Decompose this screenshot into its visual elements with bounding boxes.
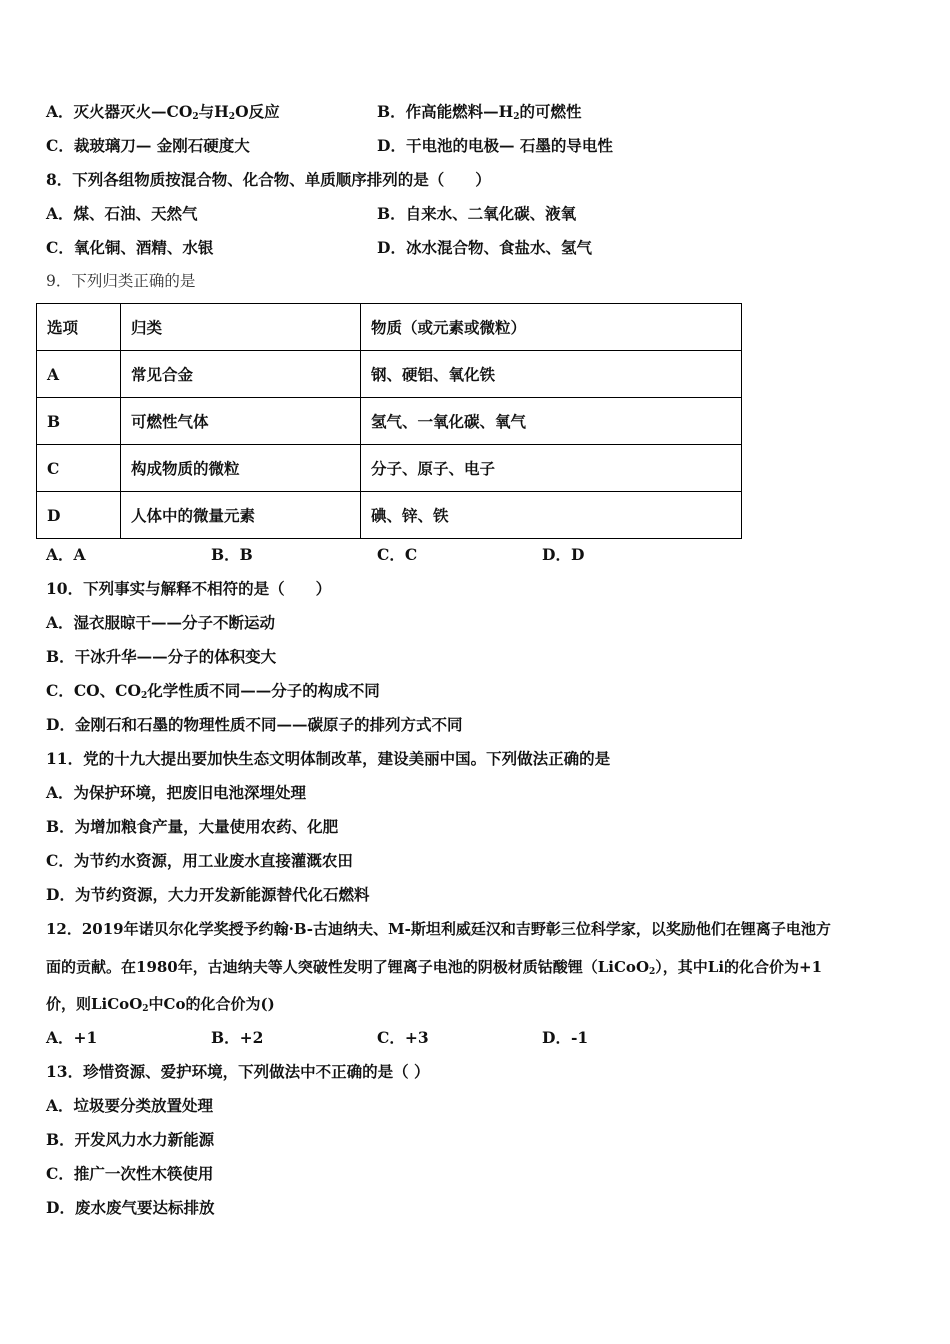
table-header-row xyxy=(37,304,742,351)
q13-stem: 13．珍惜资源、爱护环境，下列做法中不正确的是（ ） xyxy=(46,1062,430,1081)
q10-option-a: A．湿衣服晾干——分子不断运动 xyxy=(46,613,276,632)
table-cell: 分子、原子、电子 xyxy=(361,445,742,492)
table-header-cell: 归类 xyxy=(121,304,361,351)
q10-option-d: D．金刚石和石墨的物理性质不同——碳原子的排列方式不同 xyxy=(46,715,463,734)
q9-option-c: C．C xyxy=(377,545,418,564)
table-cell: 碘、锌、铁 xyxy=(361,492,742,539)
q8-option-b: B．自来水、二氧化碳、液氧 xyxy=(377,204,577,223)
q9-table xyxy=(36,303,742,539)
table-header-cell: 选项 xyxy=(37,304,121,351)
q12-option-c: C．+3 xyxy=(377,1028,429,1047)
table-row xyxy=(37,445,742,492)
q10-option-c: C．CO、$CO_2$化学性质不同——分子的构成不同 xyxy=(46,681,380,701)
q10-option-b: B．干冰升华——分子的体积变大 xyxy=(46,647,277,666)
q13-option-d: D．废水废气要达标排放 xyxy=(46,1198,215,1217)
q13-option-a: A．垃圾要分类放置处理 xyxy=(46,1096,214,1115)
q7-option-d: D．干电池的电极— 石墨的导电性 xyxy=(377,136,613,155)
q7-option-b: B．作高能燃料$—H_2$的可燃性 xyxy=(377,102,582,122)
table-header-cell: 物质（或元素或微粒） xyxy=(361,304,742,351)
table-row xyxy=(37,398,742,445)
table-cell: A xyxy=(37,351,121,398)
table-cell: D xyxy=(37,492,121,539)
q11-option-a: A．为保护环境，把废旧电池深埋处理 xyxy=(46,783,307,802)
table-cell: 钢、硬铝、氧化铁 xyxy=(361,351,742,398)
q11-option-c: C．为节约水资源，用工业废水直接灌溉农田 xyxy=(46,851,353,870)
table-cell: 常见合金 xyxy=(121,351,361,398)
q10-stem: 10．下列事实与解释不相符的是（ ） xyxy=(46,579,332,598)
q11-option-d: D．为节约资源，大力开发新能源替代化石燃料 xyxy=(46,885,370,904)
table-cell: C xyxy=(37,445,121,492)
q9-option-d: D．D xyxy=(542,545,585,564)
table-cell: 氢气、一氧化碳、氧气 xyxy=(361,398,742,445)
q13-option-c: C．推广一次性木筷使用 xyxy=(46,1164,214,1183)
table-row xyxy=(37,351,742,398)
table-cell: 构成物质的微粒 xyxy=(121,445,361,492)
q13-option-b: B．开发风力水力新能源 xyxy=(46,1130,215,1149)
q9-option-b: B．B xyxy=(211,545,253,564)
q7-option-a: A．灭火器灭火$—CO_2$与$H_2O$反应 xyxy=(46,102,280,122)
q9-stem: 9．下列归类正确的是 xyxy=(46,272,196,290)
table-row xyxy=(37,492,742,539)
q12-option-d: D．-1 xyxy=(542,1028,589,1047)
q8-option-a: A．煤、石油、天然气 xyxy=(46,204,198,223)
q12-stem-line3: 价，则LiCoO$_2$中Co的化合价为() xyxy=(46,995,275,1014)
table-cell: 人体中的微量元素 xyxy=(121,492,361,539)
q9-option-a: A．A xyxy=(46,545,86,564)
q11-stem: 11．党的十九大提出要加快生态文明体制改革，建设美丽中国。下列做法正确的是 xyxy=(46,749,611,768)
table-cell: 可燃性气体 xyxy=(121,398,361,445)
q12-stem-line1: 12．2019年诺贝尔化学奖授予约翰·B-古迪纳夫、M-斯坦利威廷汉和吉野彰三位科学家，以奖励他们在锂离子电池方 xyxy=(46,920,831,938)
q8-option-c: C．氧化铜、酒精、水银 xyxy=(46,238,214,257)
q12-option-b: B．+2 xyxy=(211,1028,264,1047)
q12-stem-line2: 面的贡献。在1980年，古迪纳夫等人突破性发明了锂离子电池的阴极材质钴酸锂（LiCoO$_2$），其中Li的化合价为+1 xyxy=(46,958,823,977)
q8-option-d: D．冰水混合物、食盐水、氢气 xyxy=(377,238,592,257)
q7-option-c: C．裁玻璃刀— 金刚石硬度大 xyxy=(46,136,250,155)
table-cell: B xyxy=(37,398,121,445)
q11-option-b: B．为增加粮食产量，大量使用农药、化肥 xyxy=(46,817,339,836)
q8-stem: 8．下列各组物质按混合物、化合物、单质顺序排列的是（ ） xyxy=(46,170,491,189)
q12-option-a: A．+1 xyxy=(46,1028,98,1047)
